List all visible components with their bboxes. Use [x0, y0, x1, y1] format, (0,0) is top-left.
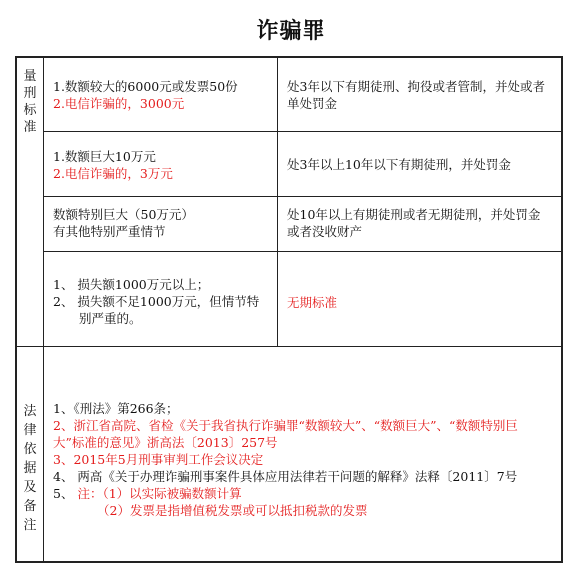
sentencing-standard-label: 量刑标准	[23, 69, 37, 135]
row-divider	[43, 131, 561, 132]
row-2-penalty-cell	[287, 156, 511, 173]
row-4-amount-cell	[53, 276, 259, 327]
legal-basis-label: 法律依据及备注	[23, 404, 37, 533]
fraud-sentencing-table	[15, 56, 563, 563]
content-column-divider	[277, 58, 278, 346]
cell-line: 有其他特别严重情节	[53, 224, 166, 239]
legal-basis-list	[53, 400, 518, 519]
cell-line: 1.数额较大的6000元或发票50份	[53, 79, 238, 94]
cell-line: 1.数额巨大10万元	[53, 149, 156, 164]
row-divider	[43, 251, 561, 252]
cell-line: 2.电信诈骗的，3000元	[53, 96, 185, 111]
cell-line: 1、 损失额1000万元以上；	[53, 277, 210, 292]
cell-line: 数额特别巨大（50万元）	[53, 207, 194, 222]
section-divider	[17, 346, 561, 347]
document-title: 诈骗罪	[256, 19, 326, 44]
cell-line: 别严重的。	[79, 311, 142, 326]
cell-line: 处3年以下有期徒刑、拘役或者管制，并处或者	[287, 79, 545, 94]
cell-line: 2、 损失额不足1000万元，但情节特	[53, 294, 260, 309]
cell-line: 处3年以上10年以下有期徒刑，并处罚金	[287, 157, 511, 172]
legal-item-3: 3、2015年5月刑事审判工作会议决定	[53, 452, 264, 467]
row-3-penalty-cell	[287, 206, 540, 240]
legal-item-2: 2、浙江省高院、省检《关于我省执行诈骗罪“数额较大”、“数额巨大”、“数额特别巨	[53, 418, 518, 433]
legal-item-4: 4、 两高《关于办理诈骗刑事案件具体应用法律若干问题的解释》法释〔2011〕7号	[53, 469, 518, 484]
row-4-penalty-cell	[287, 294, 337, 311]
label-column-divider	[43, 58, 44, 561]
legal-item-2-cont: 大”标准的意见》浙高法〔2013〕257号	[53, 435, 278, 450]
cell-line: 或者没收财产	[287, 224, 363, 239]
legal-item-5-note: 注：（1）以实际被骗数额计算	[77, 486, 242, 501]
row-2-amount-cell	[53, 148, 173, 182]
row-1-penalty-cell	[287, 78, 545, 112]
legal-item-5	[53, 485, 518, 502]
cell-line: 单处罚金	[287, 96, 338, 111]
row-1-amount-cell	[53, 78, 238, 112]
cell-line: 无期标准	[287, 295, 338, 310]
row-divider	[43, 196, 561, 197]
row-3-amount-cell	[53, 206, 194, 240]
legal-item-5-number: 5、	[53, 486, 78, 501]
cell-line: 处10年以上有期徒刑或者无期徒刑，并处罚金	[287, 207, 541, 222]
cell-line: 2.电信诈骗的，3万元	[53, 166, 173, 181]
legal-item-5-note-2: （2）发票是指增值税发票或可以抵扣税款的发票	[97, 503, 368, 518]
legal-item-1: 1、《刑法》第266条；	[53, 401, 179, 416]
